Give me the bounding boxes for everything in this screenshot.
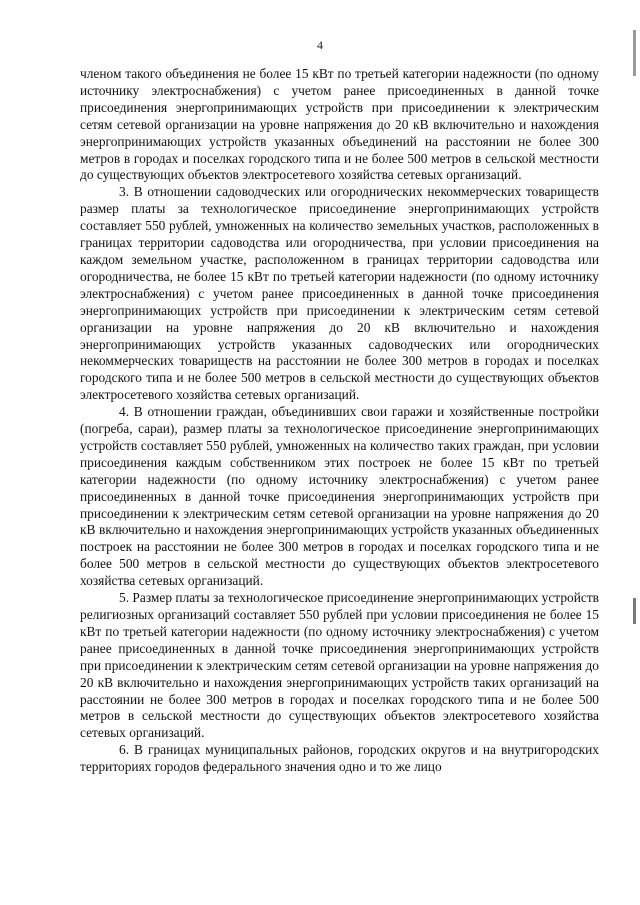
paragraph-item-3: 3. В отношении садоводческих или огороднических некоммерческих товариществ размер платы за технологическое присоединение энергопринимающих устройств составляет 550 рублей, умноженных на количество земельных участков, расположенных в границах территории садоводства или огородничества, при условии присоединения на каждом земельном участке, расположенном в границах территории садоводства или огородничества, не более 15 кВт по третьей категории надежности (по одному источнику электроснабжения) с учетом ранее присоединенных в данной точке присоединения энергопринимающих устройств при присоединении к электрическим сетям сетевой организации на уровне напряжения до 20 кВ включительно и нахождения энергопринимающих устройств указанных садоводческих или огороднических некоммерческих товариществ на расстоянии не более 300 метров в городах и поселках городского типа и не более 500 метров в сельской местности до существующих объектов электросетевого хозяйства сетевых организаций. <box>80 184 599 403</box>
page-number: 4 <box>317 38 323 52</box>
paragraph-item-4: 4. В отношении граждан, объединивших свои гаражи и хозяйственные постройки (погреба, сараи), размер платы за технологическое присоединение энергопринимающих устройств составляет 550 рублей, умноженных на количество таких граждан, при условии присоединения каждым собственником этих построек не более 15 кВт по третьей категории надежности (по одному источнику электроснабжения) с учетом ранее присоединенных в данной точке присоединения энергопринимающих устройств при присоединении к электрическим сетям сетевой организации на уровне напряжения до 20 кВ включительно и нахождения энергопринимающих устройств указанных объединенных построек на расстоянии не более 300 метров в городах и поселках городского типа и не более 500 метров в сельской местности до существующих объектов электросетевого хозяйства сетевых организаций. <box>80 404 599 589</box>
scan-edge-mark <box>633 30 636 76</box>
paragraph-continuation: членом такого объединения не более 15 кВт по третьей категории надежности (по одному источнику электроснабжения) с учетом ранее присоединенных в данной точке присоединения энергопринимающих устройств при присоединении к электрическим сетям сетевой организации на уровне напряжения до 20 кВ включительно и нахождения энергопринимающих устройств указанных объединений на расстоянии не более 300 метров в городах и поселках городского типа и не более 500 метров в сельской местности до существующих объектов электросетевого хозяйства сетевых организаций. <box>80 66 599 183</box>
paragraph-item-5: 5. Размер платы за технологическое присоединение энергопринимающих устройств религиозных организаций составляет 550 рублей при условии присоединения не более 15 кВт по третьей категории надежности (по одному источнику электроснабжения) с учетом ранее присоединенных в данной точке присоединения энергопринимающих устройств при присоединении к электрическим сетям сетевой организации на уровне напряжения до 20 кВ включительно и нахождения энергопринимающих устройств таких организаций на расстоянии не более 300 метров в городах и поселках городского типа и не более 500 метров в сельской местности до существующих объектов электросетевого хозяйства сетевых организаций. <box>80 590 599 741</box>
document-body <box>80 66 599 776</box>
scan-edge-mark <box>633 598 636 624</box>
paragraph-item-6: 6. В границах муниципальных районов, городских округов и на внутригородских территориях городов федерального значения одно и то же лицо <box>80 742 599 775</box>
